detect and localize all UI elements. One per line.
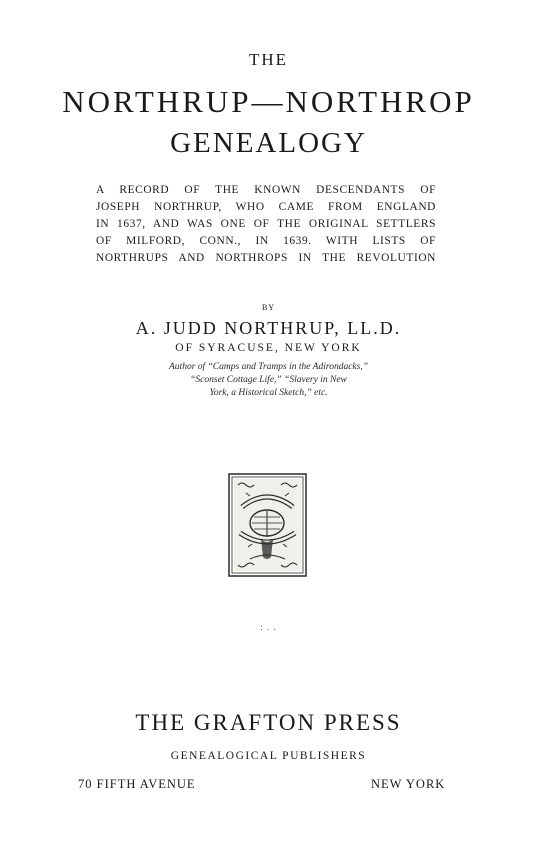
printer-marks: : . . — [260, 622, 277, 632]
works-line: York, a Historical Sketch,” etc. — [209, 388, 328, 398]
publisher-address: 70 FIFTH AVENUE — [78, 777, 196, 791]
title-article: THE — [248, 50, 289, 69]
description-line: OF MILFORD, CONN., IN 1639. WITH LISTS OF — [96, 235, 436, 247]
description-block — [96, 182, 436, 267]
title-line-2: GENEALOGY — [170, 127, 367, 159]
description-line: IN 1637, AND WAS ONE OF THE ORIGINAL SETTLERS — [96, 218, 436, 230]
publisher-name: THE GRAFTON PRESS — [135, 710, 402, 735]
works-line: Author of “Camps and Tramps in the Adirondacks,” — [169, 362, 368, 372]
description-line: JOSEPH NORTHRUP, WHO CAME FROM ENGLAND — [96, 201, 436, 213]
author-name: A. JUDD NORTHRUP, LL.D. — [135, 318, 402, 338]
description-line: NORTHRUPS AND NORTHROPS IN THE REVOLUTION — [96, 252, 436, 264]
publisher-city: NEW YORK — [371, 777, 446, 791]
author-works — [0, 361, 537, 400]
grafton-press-printer-mark-icon — [228, 473, 307, 577]
by-label: BY — [261, 303, 276, 312]
works-line: “Sconset Cottage Life,” “Slavery in New — [190, 375, 347, 385]
title-line-1: NORTHRUP—NORTHROP — [62, 84, 475, 119]
description-line: A RECORD OF THE KNOWN DESCENDANTS OF — [96, 184, 436, 196]
publisher-subtitle: GENEALOGICAL PUBLISHERS — [170, 750, 367, 762]
author-affiliation: OF SYRACUSE, NEW YORK — [175, 342, 362, 354]
